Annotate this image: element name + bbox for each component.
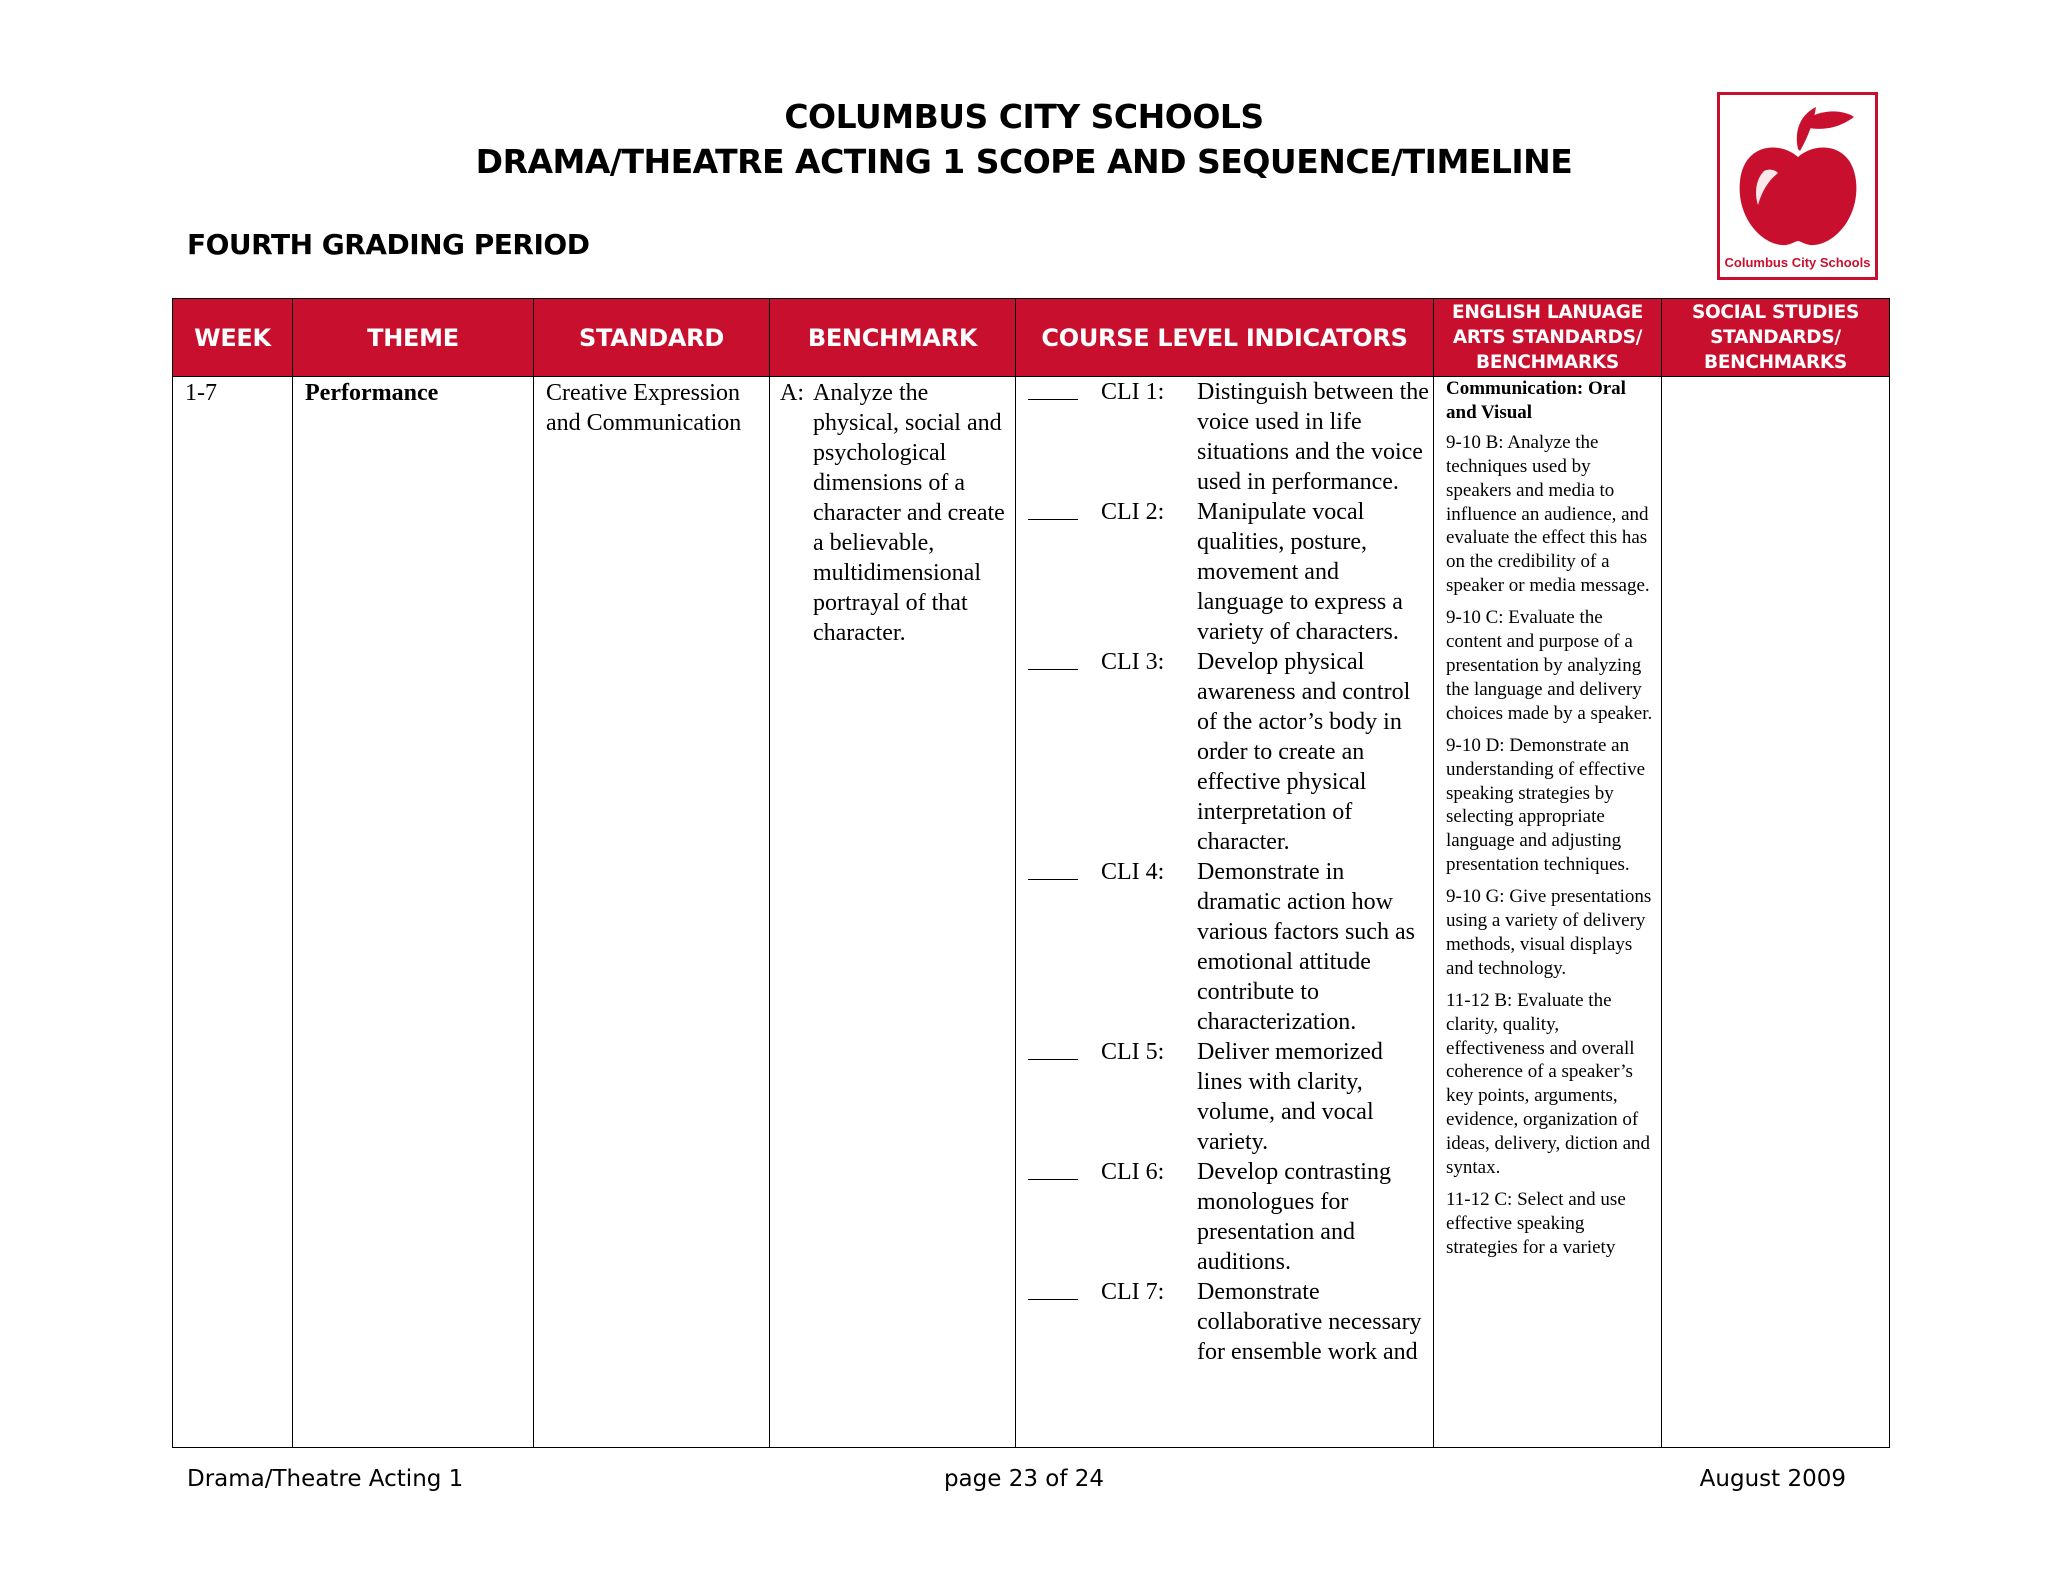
apple-logo-icon (1734, 101, 1862, 251)
ela-standard-item: 9-10 B: Analyze the techniques used by speakers and media to influence an audience, and evaluate the effect this has on the credibility of a speaker or media message. (1446, 431, 1650, 597)
header-standard: STANDARD (534, 299, 770, 377)
ela-standard-item: 9-10 D: Demonstrate an understanding of effective speaking strategies by selecting appropriate language and adjusting presentation techniques. (1446, 734, 1646, 876)
cli-text: Distinguish between the voice used in life situations and the voice used in performance. (1197, 379, 1429, 495)
footer-date: August 2009 (1699, 1466, 1846, 1492)
standard-cell (534, 377, 770, 1448)
ela-standard-item: 11-12 B: Evaluate the clarity, quality, effectiveness and overall coherence of a speaker’s key points, arguments, evidence, organization of ideas, delivery, diction and syntax. (1446, 989, 1651, 1179)
cli-checkbox-blank[interactable] (1016, 647, 1101, 857)
cli-code: CLI 2: (1101, 499, 1165, 525)
cli-checkbox-blank[interactable] (1016, 857, 1101, 1037)
ela-heading: Communication: Oral and Visual (1446, 378, 1626, 423)
cli-item (1016, 1157, 1433, 1277)
benchmark-cell (770, 377, 1016, 1448)
social-studies-value (1662, 377, 1889, 378)
ela-standard-item: 9-10 C: Evaluate the content and purpose of a presentation by analyzing the language and delivery choices made by a speaker. (1446, 607, 1653, 724)
title-line-1: COLUMBUS CITY SCHOOLS (784, 97, 1264, 136)
social-studies-cell (1662, 377, 1890, 1448)
cli-text: Develop physical awareness and control of the actor’s body in order to create an effective physical interpretation of character. (1197, 649, 1411, 855)
table-row (173, 377, 1890, 1448)
cli-item (1016, 1277, 1433, 1367)
footer-page-number: page 23 of 24 (943, 1466, 1105, 1492)
cli-item (1016, 1037, 1433, 1157)
cli-text: Deliver memorized lines with clarity, volume, and vocal variety. (1197, 1039, 1383, 1155)
cli-text: Demonstrate in dramatic action how various factors such as emotional attitude contribute to characterization. (1197, 859, 1415, 1035)
header-benchmark: BENCHMARK (770, 299, 1016, 377)
title-line-2: DRAMA/THEATRE ACTING 1 SCOPE AND SEQUENCE/TIMELINE (475, 142, 1573, 181)
header-ela-standards: ENGLISH LANUAGE ARTS STANDARDS/ BENCHMARKS (1434, 299, 1662, 377)
logo-caption: Columbus City Schools (1724, 255, 1871, 270)
ela-standard-item: 11-12 C: Select and use effective speaking strategies for a variety (1446, 1189, 1626, 1258)
cli-text: Demonstrate collaborative necessary for ensemble work and (1197, 1279, 1422, 1365)
cli-code: CLI 7: (1101, 1279, 1165, 1305)
ela-standard-item: 9-10 G: Give presentations using a variety of delivery methods, visual displays and technology. (1446, 886, 1652, 979)
header-theme: THEME (293, 299, 534, 377)
cli-checkbox-blank[interactable] (1016, 497, 1101, 647)
ela-list (1446, 431, 1653, 1260)
footer-course-name: Drama/Theatre Acting 1 (187, 1466, 464, 1492)
grading-period-heading: FOURTH GRADING PERIOD (187, 228, 590, 261)
week-value: 1-7 (185, 380, 217, 406)
cli-checkbox-blank[interactable] (1016, 377, 1101, 497)
benchmark-letter: A: (780, 380, 804, 406)
cli-item (1016, 377, 1433, 497)
cli-text: Develop contrasting monologues for presentation and auditions. (1197, 1159, 1391, 1275)
cli-checkbox-blank[interactable] (1016, 1277, 1101, 1367)
cli-checkbox-blank[interactable] (1016, 1157, 1101, 1277)
standard-value: Creative Expression and Communication (546, 380, 742, 436)
school-logo (1717, 92, 1878, 280)
cli-code: CLI 4: (1101, 859, 1165, 885)
cli-checkbox-blank[interactable] (1016, 1037, 1101, 1157)
cli-item (1016, 857, 1433, 1037)
header-social-studies-standards: SOCIAL STUDIES STANDARDS/ BENCHMARKS (1662, 299, 1890, 377)
cli-code: CLI 5: (1101, 1039, 1165, 1065)
table-header-row (173, 299, 1890, 377)
theme-cell (293, 377, 534, 1448)
cli-code: CLI 6: (1101, 1159, 1165, 1185)
cli-item (1016, 497, 1433, 647)
cli-text: Manipulate vocal qualities, posture, movement and language to express a variety of characters. (1197, 499, 1403, 645)
cli-code: CLI 1: (1101, 379, 1165, 405)
week-cell (173, 377, 293, 1448)
header-course-level-indicators: COURSE LEVEL INDICATORS (1016, 299, 1434, 377)
theme-value: Performance (305, 380, 439, 406)
benchmark-text: Analyze the physical, social and psychological dimensions of a character and create a believable, multidimensional portrayal of that character. (813, 380, 1005, 646)
cli-item (1016, 647, 1433, 857)
cli-code: CLI 3: (1101, 649, 1165, 675)
cli-list (1016, 377, 1433, 1367)
cli-cell (1016, 377, 1434, 1448)
ela-cell (1434, 377, 1662, 1448)
scope-sequence-table (172, 298, 1890, 1448)
header-week: WEEK (173, 299, 293, 377)
